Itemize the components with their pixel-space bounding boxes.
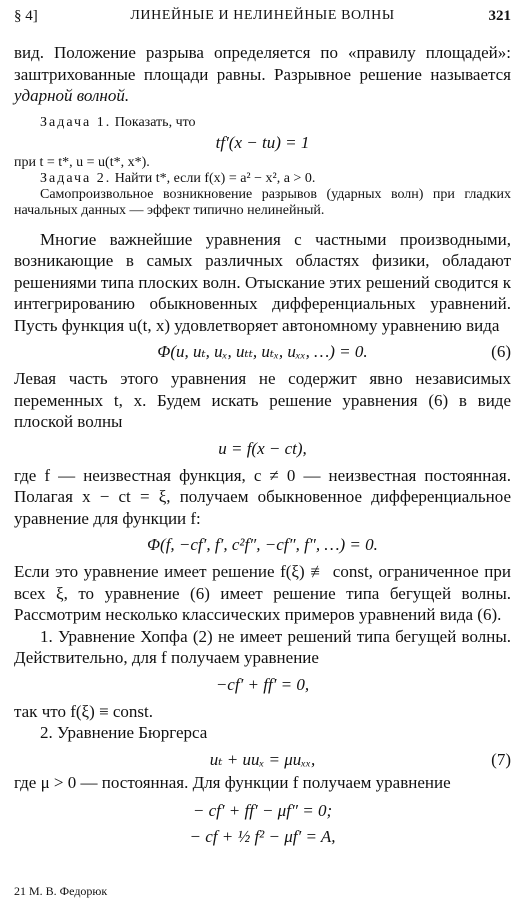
small-note: Самопроизвольное возникновение разрывов (ударных волн) при гладких начальных данных — эффект типично нелинейный.	[14, 186, 511, 218]
section-number: § 4]	[14, 8, 38, 24]
equation-6-number: (6)	[491, 342, 511, 361]
equation-burgers-2: − cf + ½ f² − μf′ = A,	[189, 827, 336, 846]
paragraph-8: 2. Уравнение Бюргерса	[40, 723, 208, 742]
paragraph-5: Если это уравнение имеет решение f(ξ) ≢ const, ограниченное при всех ξ, то уравнение (6) имеет решение типа бегущей волны. Рассмотрим несколько классических примеров уравнений вида (6).	[14, 562, 511, 624]
paragraph-3: Левая часть этого уравнения не содержит явно независимых переменных t, x. Будем искать решение уравнения (6) в виде плоской волны	[14, 369, 511, 431]
page-number: 321	[488, 8, 511, 24]
equation-6: Φ(u, uₜ, uₓ, uₜₜ, uₜₓ, uₓₓ, …) = 0. (6)	[157, 342, 511, 361]
equation-burgers-1: − cf′ + ff′ − μf″ = 0;	[192, 801, 333, 820]
equation-task-1: tf′(x − tu) = 1	[215, 132, 310, 152]
paragraph-1: вид. Положение разрыва определяется по «правилу площадей»: заштрихованные площади равны. Разрывное решение называется ударной волной.	[14, 43, 511, 105]
paragraph-4: где f — неизвестная функция, c ≠ 0 — неизвестная постоянная. Полагая x − ct = ξ, получаем обыкновенное дифференциальное уравнение для функции f:	[14, 465, 511, 528]
task-2-label: Задача 2.	[40, 170, 112, 186]
paragraph-6: 1. Уравнение Хопфа (2) не имеет решений типа бегущей волны. Действительно, для f получаем уравнение	[14, 626, 511, 667]
task-1-condition: при t = t*, u = u(t*, x*).	[14, 154, 150, 170]
paragraph-9: где μ > 0 — постоянная. Для функции f получаем уравнение	[14, 772, 451, 792]
equation-7-number: (7)	[491, 749, 511, 769]
equation-7: uₜ + uuₓ = μuₓₓ, (7)	[209, 749, 511, 769]
task-1-label: Задача 1.	[40, 114, 112, 130]
equation-ode: Φ(f, −cf′, f′, c²f″, −cf″, f″, …) = 0.	[147, 535, 378, 554]
running-header	[14, 6, 511, 30]
task-1: Задача 1. Показать, что	[40, 114, 196, 130]
paragraph-2: Многие важнейшие уравнения с частными производными, возникающие в самых различных областях физики, обладают решениями типа плоских волн. Отыскание этих решений сводится к интегрированию обыкновенных дифференциальных уравнений. Пусть функция u(t, x) удовлетворяет автономному уравнению вида	[14, 229, 511, 335]
italic-term: ударной волной.	[14, 86, 130, 105]
equation-hopf: −cf′ + ff′ = 0,	[215, 674, 310, 694]
task-2: Задача 2. Найти t*, если f(x) = a² − x², a > 0.	[40, 170, 316, 186]
running-title: ЛИНЕЙНЫЕ И НЕЛИНЕЙНЫЕ ВОЛНЫ	[130, 8, 395, 23]
page-content	[14, 42, 511, 847]
paragraph-7: так что f(ξ) ≡ const.	[14, 701, 153, 721]
equation-wave: u = f(x − ct),	[218, 438, 307, 458]
signature-footer: 21 М. В. Федорюк	[14, 884, 108, 898]
